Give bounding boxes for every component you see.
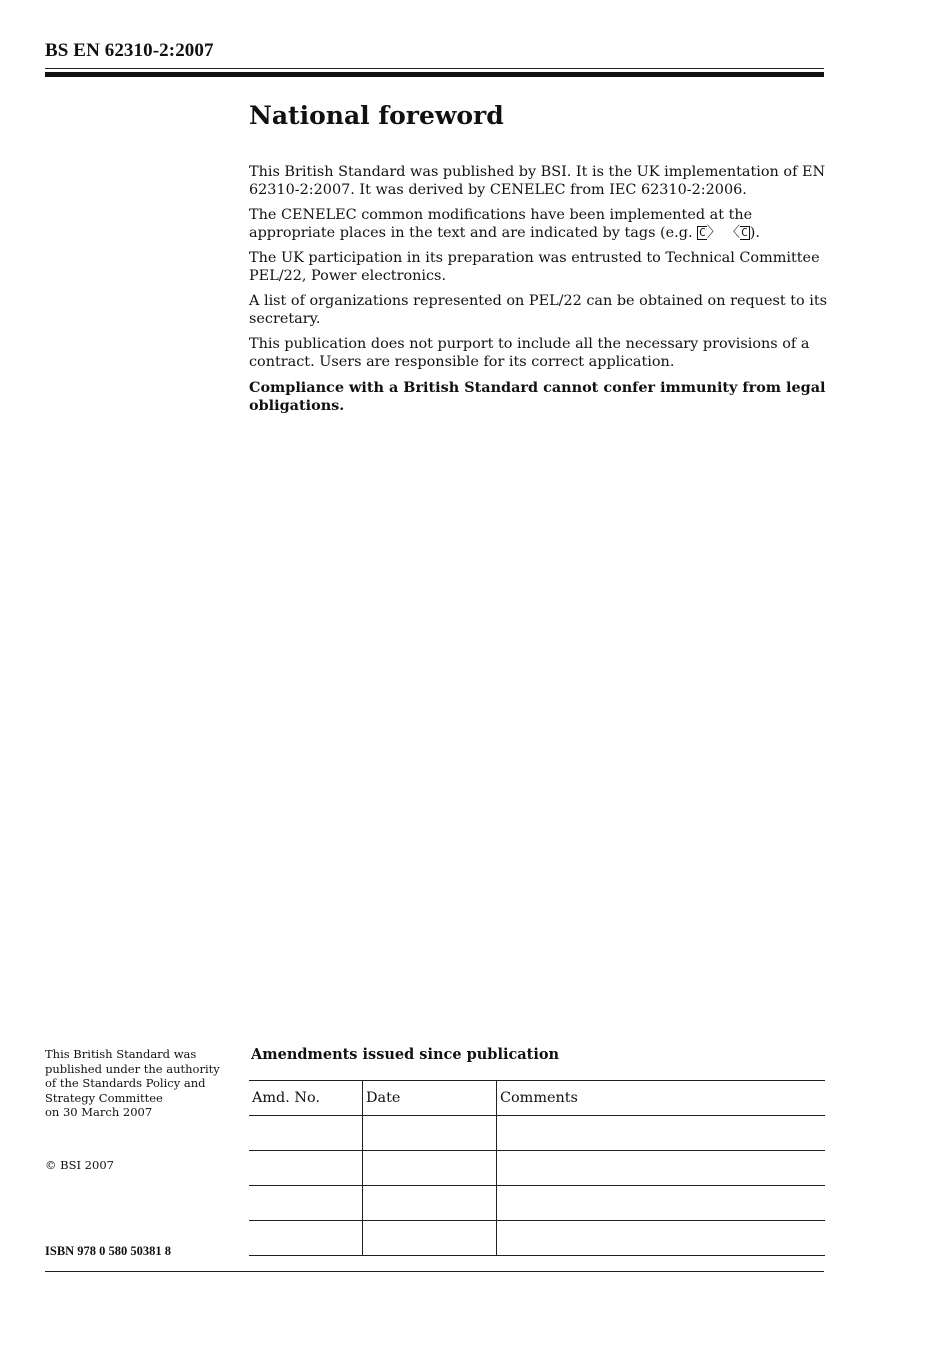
paragraph-organizations: A list of organizations represented on PEL/22 can be obtained on request to its secretary.: [249, 293, 827, 327]
copyright-notice: © BSI 2007: [45, 1158, 114, 1172]
isbn: ISBN 978 0 580 50381 8: [45, 1244, 172, 1258]
amendments-table: [249, 1080, 825, 1256]
page-title: National foreword: [249, 101, 504, 130]
table-cell: [363, 1186, 497, 1221]
table-cell: [497, 1221, 826, 1256]
common-modification-end-tag: C: [741, 225, 748, 239]
column-header-comments: Comments: [497, 1081, 826, 1116]
paragraph-provisions: This publication does not purport to include all the necessary provisions of a contract. Users are responsible for its correct application.: [249, 336, 810, 370]
foreword-body: [249, 164, 829, 422]
table-row: [249, 1221, 825, 1256]
table-cell: [363, 1151, 497, 1186]
paragraph-publication: This British Standard was published by BSI. It is the UK implementation of EN 62310-2:2007. It was derived by CENELEC from IEC 62310-2:2006.: [249, 164, 826, 198]
column-header-date: Date: [363, 1081, 497, 1116]
header-rule-thick: [45, 72, 824, 77]
column-header-amd-no: Amd. No.: [249, 1081, 363, 1116]
authority-line: This British Standard was: [45, 1047, 197, 1061]
header-rule-thin: [45, 68, 824, 69]
paragraph-modifications: The CENELEC common modifications have been implemented at the appropriate places in the text and are indicated by tags (e.g. C〉 〈C ).: [249, 207, 760, 241]
amendments-title: Amendments issued since publication: [251, 1046, 560, 1063]
table-row: [249, 1151, 825, 1186]
table-row: [249, 1186, 825, 1221]
footer-rule: [45, 1271, 824, 1272]
table-cell: [363, 1221, 497, 1256]
authority-line: on 30 March 2007: [45, 1105, 153, 1119]
table-cell: [497, 1151, 826, 1186]
modifications-text-end: ).: [749, 224, 760, 241]
table-row: [249, 1116, 825, 1151]
compliance-statement: Compliance with a British Standard cannot confer immunity from legal obligations.: [249, 379, 826, 414]
table-cell: [249, 1186, 363, 1221]
authority-line: Strategy Committee: [45, 1090, 163, 1105]
authority-note: [45, 1047, 235, 1120]
authority-line: of the Standards Policy and: [45, 1076, 206, 1090]
table-cell: [363, 1116, 497, 1151]
table-cell: [497, 1186, 826, 1221]
authority-line: published under the authority: [45, 1061, 220, 1076]
table-cell: [249, 1221, 363, 1256]
document-id: BS EN 62310-2:2007: [45, 40, 214, 61]
common-modification-start-tag: C: [699, 225, 706, 239]
paragraph-committee: The UK participation in its preparation was entrusted to Technical Committee PEL/22, Power electronics.: [249, 250, 820, 284]
modifications-text: The CENELEC common modifications have been implemented at the appropriate places in the text and are indicated by tags (e.g.: [249, 207, 753, 241]
table-cell: [249, 1116, 363, 1151]
table-header-row: [249, 1081, 825, 1116]
table-cell: [249, 1151, 363, 1186]
table-cell: [497, 1116, 826, 1151]
